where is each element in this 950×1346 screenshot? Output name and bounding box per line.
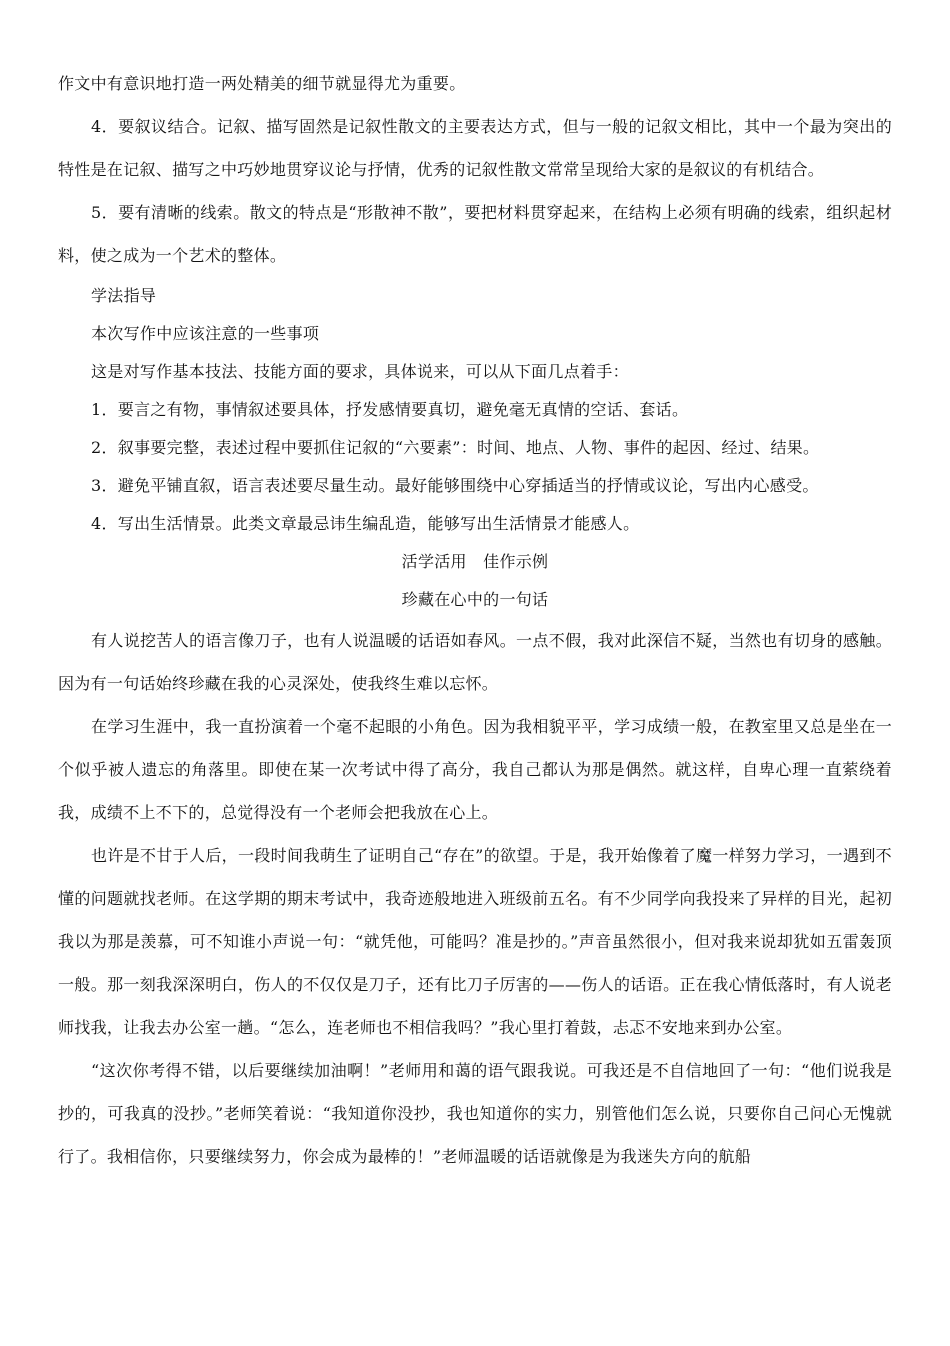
list-item-1: 1．要言之有物，事情叙述要具体，抒发感情要真切，避免毫无真情的空话、套话。 bbox=[91, 400, 689, 419]
essay-paragraph-2: 在学习生涯中，我一直扮演着一个毫不起眼的小角色。因为我相貌平平，学习成绩一般，在教室里又总是坐在一个似乎被人遗忘的角落里。即使在某一次考试中得了高分，我自己都认为那是偶然。就这样，自卑心理一直萦绕着我，成绩不上不下的，总觉得没有一个老师会把我放在心上。 bbox=[58, 717, 892, 822]
paragraph-continuation: 作文中有意识地打造一两处精美的细节就显得尤为重要。 bbox=[58, 74, 466, 93]
essay-paragraph-3: 也许是不甘于人后，一段时间我萌生了证明自己“存在”的欲望。于是，我开始像着了魔一样努力学习，一遇到不懂的问题就找老师。在这学期的期末考试中，我奇迹般地进入班级前五名。有不少同学向我投来了异样的目光，起初我以为那是羡慕，可不知谁小声说一句：“就凭他，可能吗？准是抄的。”声音虽然很小，但对我来说却犹如五雷轰顶一般。那一刻我深深明白，伤人的不仅仅是刀子，还有比刀子厉害的——伤人的话语。正在我心情低落时，有人说老师找我，让我去办公室一趟。“怎么，连老师也不相信我吗？”我心里打着鼓，忐忑不安地来到办公室。 bbox=[58, 846, 892, 1037]
section-heading-study-guide: 学法指导 bbox=[91, 286, 157, 305]
list-item-2: 2．叙事要完整，表述过程中要抓住记叙的“六要素”：时间、地点、人物、事件的起因、经过、结果。 bbox=[91, 438, 820, 457]
paragraph-point-4: 4．要叙议结合。记叙、描写固然是记叙性散文的主要表达方式，但与一般的记叙文相比，其中一个最为突出的特性是在记叙、描写之中巧妙地贯穿议论与抒情，优秀的记叙性散文常常呈现给大家的是叙议的有机结合。 bbox=[58, 117, 892, 179]
document-page bbox=[58, 64, 892, 1178]
section-title: 活学活用 佳作示例 bbox=[401, 552, 549, 571]
list-item-4: 4．写出生活情景。此类文章最忌讳生编乱造，能够写出生活情景才能感人。 bbox=[91, 514, 640, 533]
essay-paragraph-4: “这次你考得不错，以后要继续加油啊！”老师用和蔼的语气跟我说。可我还是不自信地回了一句：“他们说我是抄的，可我真的没抄。”老师笑着说：“我知道你没抄，我也知道你的实力，别管他们怎么说，只要你自己问心无愧就行了。我相信你，只要继续努力，你会成为最棒的！”老师温暖的话语就像是为我迷失方向的航船 bbox=[58, 1061, 892, 1166]
list-item-3: 3．避免平铺直叙，语言表述要尽量生动。最好能够围绕中心穿插适当的抒情或议论，写出内心感受。 bbox=[91, 476, 819, 495]
subheading-notes: 本次写作中应该注意的一些事项 bbox=[91, 324, 320, 343]
essay-title: 珍藏在心中的一句话 bbox=[401, 590, 549, 609]
essay-paragraph-1: 有人说挖苦人的语言像刀子，也有人说温暖的话语如春风。一点不假，我对此深信不疑，当然也有切身的感触。因为有一句话始终珍藏在我的心灵深处，使我终生难以忘怀。 bbox=[58, 631, 892, 693]
paragraph-intro: 这是对写作基本技法、技能方面的要求，具体说来，可以从下面几点着手： bbox=[91, 362, 629, 381]
paragraph-point-5: 5．要有清晰的线索。散文的特点是“形散神不散”，要把材料贯穿起来，在结构上必须有明确的线索，组织起材料，使之成为一个艺术的整体。 bbox=[58, 203, 892, 265]
